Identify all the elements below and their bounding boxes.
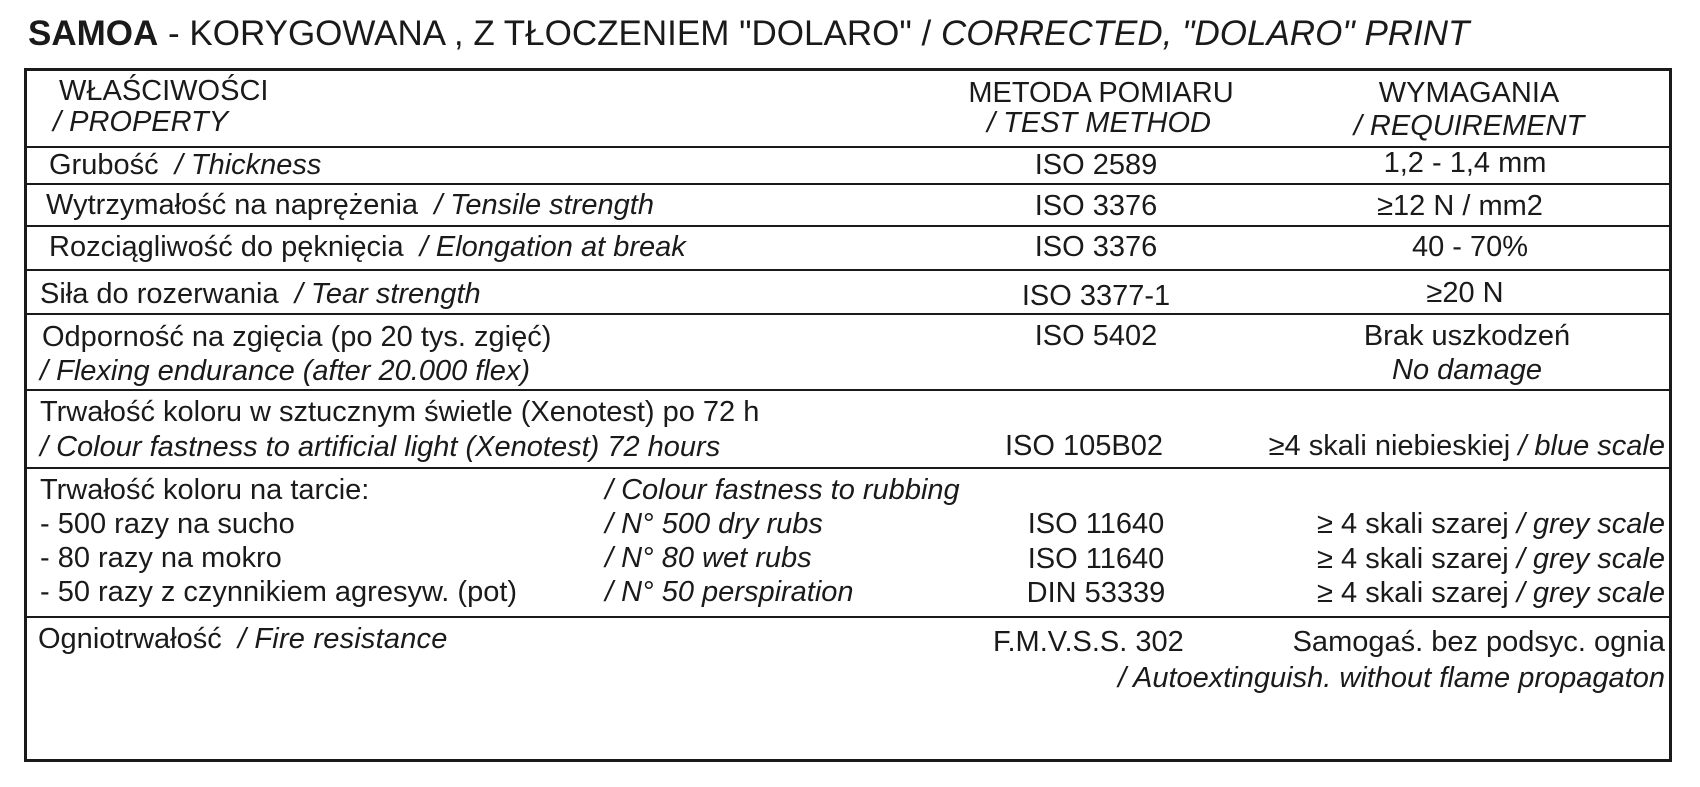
tear-method: ISO 3377-1 (1021, 280, 1171, 312)
header-method-en: / TEST METHOD (987, 107, 1211, 139)
rubbing-item-pl: - 80 razy na mokro (40, 542, 282, 574)
rubbing-item-requirement: ≥ 4 skali szarej / grey scale (1317, 577, 1665, 609)
header-requirement-en: / REQUIREMENT (1353, 110, 1585, 142)
elongation-requirement: 40 - 70% (1411, 231, 1529, 263)
header-method-pl: METODA POMIARU (968, 77, 1234, 109)
flexing-method: ISO 5402 (1034, 320, 1158, 352)
light-label-pl: Trwałość koloru w sztucznym świetle (Xenotest) po 72 h (40, 396, 760, 428)
fire-requirement-pl: Samogaś. bez podsyc. ognia (1292, 626, 1665, 658)
rubbing-label-pl: Trwałość koloru na tarcie: (40, 474, 370, 506)
header-property-en: / PROPERTY (53, 106, 229, 138)
row-divider (27, 183, 1669, 185)
spec-table (24, 68, 1672, 762)
tensile-method: ISO 3376 (1034, 190, 1158, 222)
light-requirement: ≥4 skali niebieskiej / blue scale (1268, 430, 1665, 462)
rubbing-item-requirement: ≥ 4 skali szarej / grey scale (1317, 543, 1665, 575)
flexing-label-en: / Flexing endurance (after 20.000 flex) (40, 355, 531, 387)
rubbing-item-requirement: ≥ 4 skali szarej / grey scale (1317, 508, 1665, 540)
row-divider (27, 225, 1669, 227)
rubbing-item-en: / N° 80 wet rubs (605, 542, 812, 574)
row-divider (27, 269, 1669, 271)
row-divider (27, 389, 1669, 391)
header-requirement-pl: WYMAGANIA (1378, 77, 1560, 109)
title-product: SAMOA (28, 14, 159, 53)
title-polish: - KORYGOWANA , Z TŁOCZENIEM "DOLARO" / (158, 14, 941, 53)
elongation-label: Rozciągliwość do pęknięcia / Elongation at break (49, 231, 686, 263)
flexing-requirement-en: No damage (1392, 354, 1542, 386)
tensile-requirement: ≥12 N / mm2 (1377, 190, 1543, 222)
flexing-label-pl: Odporność na zgięcia (po 20 tys. zgięć) (42, 321, 552, 353)
tear-label: Siła do rozerwania / Tear strength (40, 278, 481, 310)
title-english: CORRECTED, "DOLARO" PRINT (940, 14, 1470, 53)
document-title (28, 14, 1469, 54)
fire-requirement-en: / Autoextinguish. without flame propagaton (1117, 662, 1665, 694)
rubbing-item-en: / N° 500 dry rubs (605, 508, 823, 540)
header-property-pl: WŁAŚCIWOŚCI (59, 75, 269, 107)
row-divider (27, 313, 1669, 315)
rubbing-item-method: ISO 11640 (1027, 508, 1165, 540)
fire-label: Ogniotrwałość / Fire resistance (38, 623, 448, 655)
fire-method: F.M.V.S.S. 302 (993, 626, 1184, 658)
rubbing-item-method: ISO 11640 (1027, 543, 1165, 575)
flexing-requirement-pl: Brak uszkodzeń (1363, 320, 1571, 352)
elongation-method: ISO 3376 (1034, 231, 1158, 263)
rubbing-item-method: DIN 53339 (1026, 577, 1166, 609)
light-label-en: / Colour fastness to artificial light (Xenotest) 72 hours (40, 431, 721, 463)
thickness-method: ISO 2589 (1034, 149, 1158, 181)
light-method: ISO 105B02 (1005, 430, 1163, 462)
row-divider (27, 467, 1669, 469)
thickness-label: Grubość / Thickness (49, 149, 322, 181)
row-divider (27, 616, 1669, 618)
tear-requirement: ≥20 N (1426, 277, 1504, 309)
tensile-label: Wytrzymałość na naprężenia / Tensile strength (46, 189, 654, 221)
rubbing-item-en: / N° 50 perspiration (605, 576, 854, 608)
rubbing-item-pl: - 50 razy z czynnikiem agresyw. (pot) (40, 576, 518, 608)
rubbing-label-en: / Colour fastness to rubbing (605, 474, 960, 506)
rubbing-item-pl: - 500 razy na sucho (40, 508, 295, 540)
thickness-requirement: 1,2 - 1,4 mm (1383, 147, 1547, 179)
